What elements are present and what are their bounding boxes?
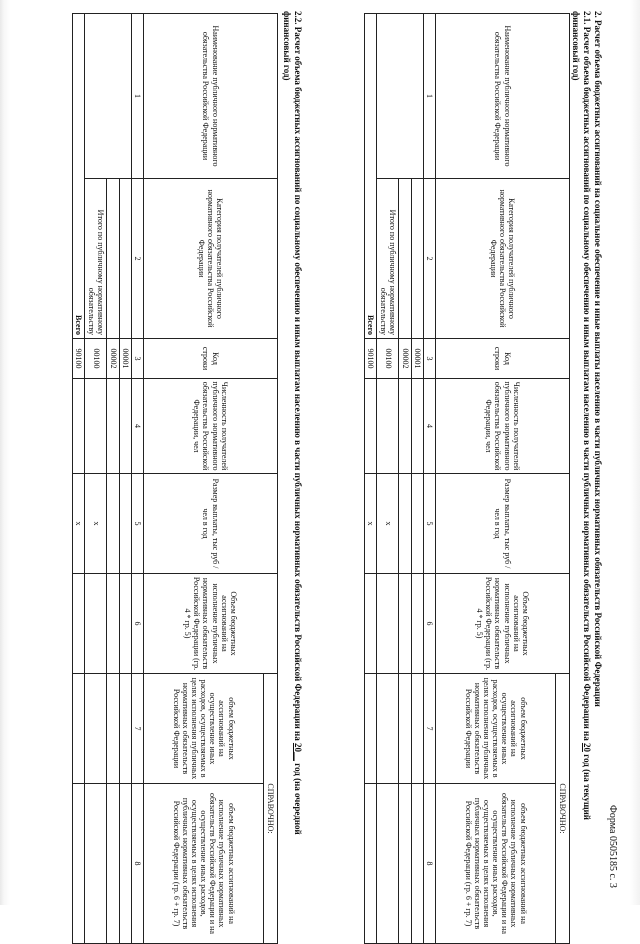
header-payment: Размер выплаты, тыс руб / чел в год [144, 474, 278, 574]
table-cell[interactable] [119, 674, 131, 784]
row-code: 00001 [411, 339, 423, 379]
colnum: 5 [423, 474, 435, 574]
section-2-2-title-cont: финансовый год) [282, 11, 292, 81]
colnum: 3 [423, 339, 435, 379]
table-cell[interactable] [119, 379, 131, 474]
subtotal-label: Итого по публичному нормативному обязательству [85, 179, 107, 339]
row-code: 00002 [399, 339, 411, 379]
row-code: 00001 [119, 339, 131, 379]
colnum: 1 [131, 14, 143, 179]
table-cell[interactable] [85, 784, 107, 944]
table-cell[interactable] [411, 379, 423, 474]
colnum: 5 [131, 474, 143, 574]
table-cell[interactable] [411, 474, 423, 574]
table-cell[interactable] [119, 574, 131, 674]
row-code: 00100 [377, 339, 399, 379]
section-2-title: 2. Расчет объема бюджетных ассигнований на социальное обеспечение и иные выплаты населению в части публичных нормативных обязательств Российской Федерации [593, 11, 603, 707]
table-cell[interactable] [399, 574, 411, 674]
x-mark: x [365, 474, 377, 574]
header-total-volume: объем бюджетных ассигнований на исполнение публичных нормативных обязательств Российской Федерации и на осуществление иных расходов, осуществляемых в целях исполнения публичных нормативных обязательств Российской Федерации (гр. 6 + гр. 7) [144, 784, 264, 944]
table-cell[interactable] [107, 379, 119, 474]
table-2-2 [72, 13, 278, 944]
table-cell[interactable] [73, 674, 85, 784]
table-cell[interactable] [399, 784, 411, 944]
header-category: Категория получателей публичного нормативного обязательства Российской Федерации [436, 179, 570, 339]
colnum: 8 [423, 784, 435, 944]
table-cell[interactable] [377, 14, 423, 179]
x-mark: x [377, 474, 399, 574]
table-cell[interactable] [85, 674, 107, 784]
form-number: Форма 0505185 с. 3 [607, 805, 618, 888]
header-spravochno: СПРАВОЧНО: [264, 674, 278, 944]
table-cell[interactable] [73, 574, 85, 674]
total-label: Всего [73, 14, 85, 339]
table-cell[interactable] [85, 574, 107, 674]
header-count: Численность получателей публичного нормативного обязательства Российской Федерации, чел [436, 379, 570, 474]
colnum: 1 [423, 14, 435, 179]
header-code: Код строки [144, 339, 278, 379]
table-cell[interactable] [85, 379, 107, 474]
table-cell[interactable] [377, 574, 399, 674]
x-mark: x [85, 474, 107, 574]
table-2-1 [364, 13, 570, 944]
colnum: 7 [423, 674, 435, 784]
header-name: Наименование публичного нормативного обязательства Российской Федерации [144, 14, 278, 179]
table-cell[interactable] [365, 379, 377, 474]
table-cell[interactable] [107, 179, 119, 339]
table-cell[interactable] [399, 179, 411, 339]
section-2-2-title: 2.2. Расчет объема бюджетных ассигнований по социальному обеспечению и иным выплатам населению в части публичных нормативных обязательств Российской Федерации на 20__ год (на очередной [293, 11, 303, 835]
table-cell[interactable] [399, 379, 411, 474]
header-total-volume: объем бюджетных ассигнований на исполнение публичных нормативных обязательств Российской Федерации и на осуществление иных расходов, осуществляемых в целях исполнения публичных нормативных обязательств Российской Федерации (гр. 6 + гр. 7) [436, 784, 556, 944]
section-2-1-title-cont: финансовый год) [571, 11, 581, 81]
header-other-expenses: объем бюджетных ассигнований на осуществление иных расходов, осуществляемых в целях исполнения публичных нормативных обязательств Российской Федерации [144, 674, 264, 784]
table-cell[interactable] [107, 574, 119, 674]
table-cell[interactable] [107, 474, 119, 574]
table-cell[interactable] [119, 784, 131, 944]
header-name: Наименование публичного нормативного обязательства Российской Федерации [436, 14, 570, 179]
table-cell[interactable] [119, 474, 131, 574]
table-cell[interactable] [399, 474, 411, 574]
table-cell[interactable] [119, 179, 131, 339]
table-cell[interactable] [73, 379, 85, 474]
header-category: Категория получателей публичного нормативного обязательства Российской Федерации [144, 179, 278, 339]
table-cell[interactable] [377, 674, 399, 784]
rotated-page [10, 5, 620, 934]
table-cell[interactable] [107, 784, 119, 944]
header-spravochno: СПРАВОЧНО: [556, 674, 570, 944]
table-cell[interactable] [377, 784, 399, 944]
row-code: 00100 [85, 339, 107, 379]
table-cell[interactable] [365, 784, 377, 944]
header-volume: Объем бюджетных ассигнований на исполнение публичных нормативных обязательств Российской Федерации (гр. 4 * гр. 5) [144, 574, 278, 674]
colnum: 3 [131, 339, 143, 379]
table-cell[interactable] [107, 674, 119, 784]
row-code: 90100 [73, 339, 85, 379]
row-code: 00002 [107, 339, 119, 379]
table-cell[interactable] [411, 574, 423, 674]
table-cell[interactable] [399, 674, 411, 784]
header-code: Код строки [436, 339, 570, 379]
colnum: 6 [131, 574, 143, 674]
header-count: Численность получателей публичного нормативного обязательства Российской Федерации, чел [144, 379, 278, 474]
colnum: 7 [131, 674, 143, 784]
colnum: 6 [423, 574, 435, 674]
header-payment: Размер выплаты, тыс руб / чел в год [436, 474, 570, 574]
table-cell[interactable] [73, 784, 85, 944]
table-cell[interactable] [365, 574, 377, 674]
table-cell[interactable] [411, 179, 423, 339]
x-mark: x [73, 474, 85, 574]
colnum: 2 [131, 179, 143, 339]
colnum: 4 [131, 379, 143, 474]
row-code: 90100 [365, 339, 377, 379]
subtotal-label: Итого по публичному нормативному обязательству [377, 179, 399, 339]
table-cell[interactable] [85, 14, 131, 179]
total-label: Всего [365, 14, 377, 339]
section-2-1-title: 2.1. Расчет объема бюджетных ассигнований по социальному обеспечению и иным выплатам населению в части публичных нормативных обязательств Российской Федерации на 20 год (на текущий [582, 11, 592, 820]
table-cell[interactable] [365, 674, 377, 784]
colnum: 2 [423, 179, 435, 339]
table-cell[interactable] [377, 379, 399, 474]
colnum: 4 [423, 379, 435, 474]
table-cell[interactable] [411, 784, 423, 944]
colnum: 8 [131, 784, 143, 944]
header-other-expenses: объем бюджетных ассигнований на осуществление иных расходов, осуществляемых в целях исполнения публичных нормативных обязательств Российской Федерации [436, 674, 556, 784]
table-cell[interactable] [411, 674, 423, 784]
header-volume: Объем бюджетных ассигнований на исполнение публичных нормативных обязательств Российской Федерации (гр. 4 * гр. 5) [436, 574, 570, 674]
